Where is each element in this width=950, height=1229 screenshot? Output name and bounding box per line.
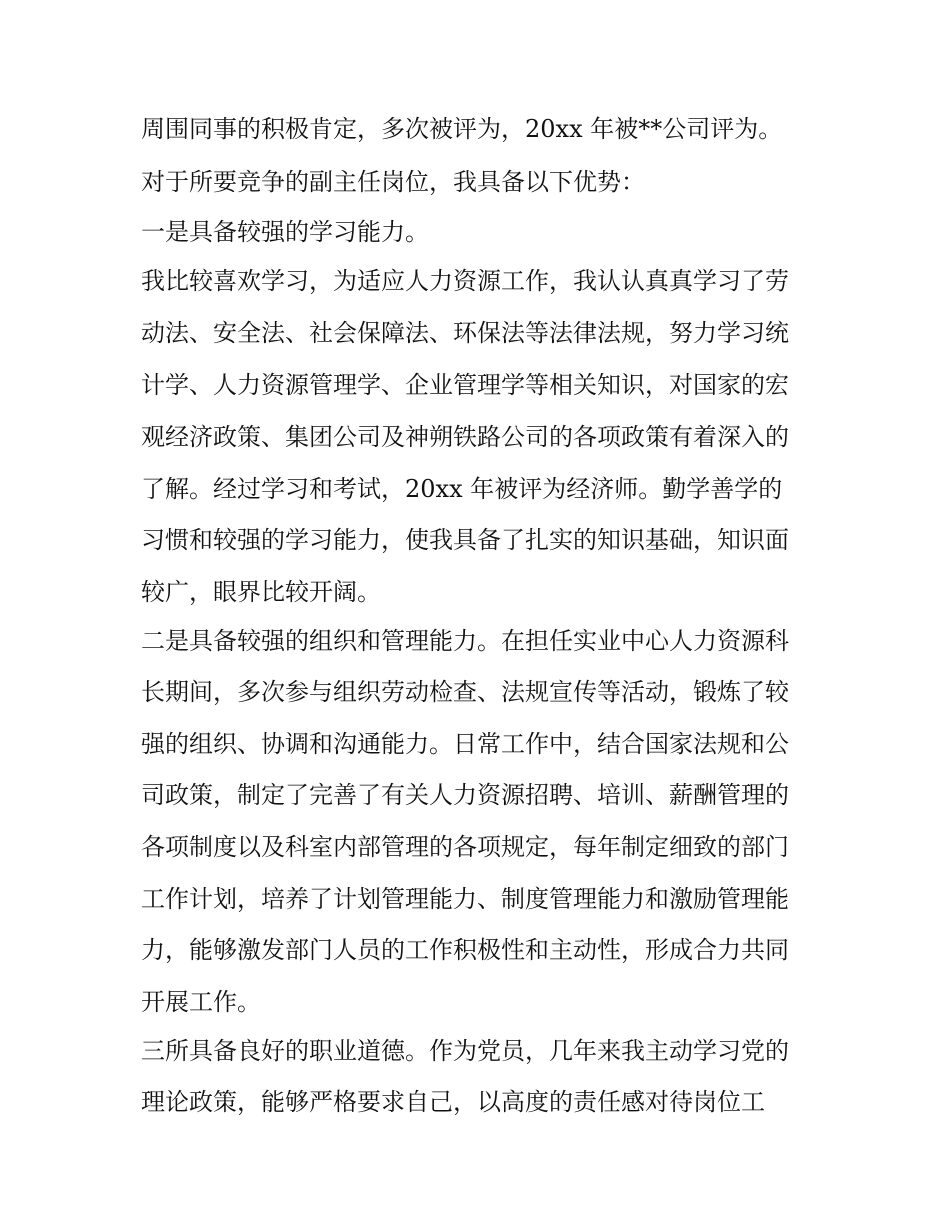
text-line: 较广，眼界比较开阔。 bbox=[141, 578, 381, 606]
text-line: 长期间，多次参与组织劳动检查、法规宣传等活动，锻炼了较 bbox=[141, 678, 789, 706]
text-line: 强的组织、协调和沟通能力。日常工作中，结合国家法规和公 bbox=[141, 730, 789, 758]
text-line: 司政策，制定了完善了有关人力资源招聘、培训、薪酬管理的 bbox=[141, 781, 789, 809]
text-line: 理论政策，能够严格要求自己，以高度的责任感对待岗位工 bbox=[141, 1088, 765, 1116]
text-line: 工作计划，培养了计划管理能力、制度管理能力和激励管理能 bbox=[141, 885, 789, 913]
text-line: 习惯和较强的学习能力，使我具备了扎实的知识基础，知识面 bbox=[141, 526, 789, 554]
text-line: 各项制度以及科室内部管理的各项规定，每年制定细致的部门 bbox=[141, 833, 789, 861]
text-line: 了解。经过学习和考试，20xx 年被评为经济师。勤学善学的 bbox=[141, 475, 783, 503]
text-line: 开展工作。 bbox=[141, 988, 261, 1016]
text-line: 二是具备较强的组织和管理能力。在担任实业中心人力资源科 bbox=[141, 627, 789, 655]
text-line: 计学、人力资源管理学、企业管理学等相关知识，对国家的宏 bbox=[141, 371, 789, 399]
text-line: 力，能够激发部门人员的工作积极性和主动性，形成合力共同 bbox=[141, 936, 789, 964]
text-line: 动法、安全法、社会保障法、环保法等法律法规，努力学习统 bbox=[141, 319, 789, 347]
text-line: 我比较喜欢学习，为适应人力资源工作，我认认真真学习了劳 bbox=[141, 267, 789, 295]
text-line: 观经济政策、集团公司及神朔铁路公司的各项政策有着深入的 bbox=[141, 423, 789, 451]
text-line: 一是具备较强的学习能力。 bbox=[141, 218, 429, 246]
text-line: 周围同事的积极肯定，多次被评为，20xx 年被**公司评为。 bbox=[141, 115, 783, 143]
text-line: 对于所要竞争的副主任岗位，我具备以下优势： bbox=[141, 168, 645, 196]
text-line: 三所具备良好的职业道德。作为党员，几年来我主动学习党的 bbox=[141, 1037, 789, 1065]
